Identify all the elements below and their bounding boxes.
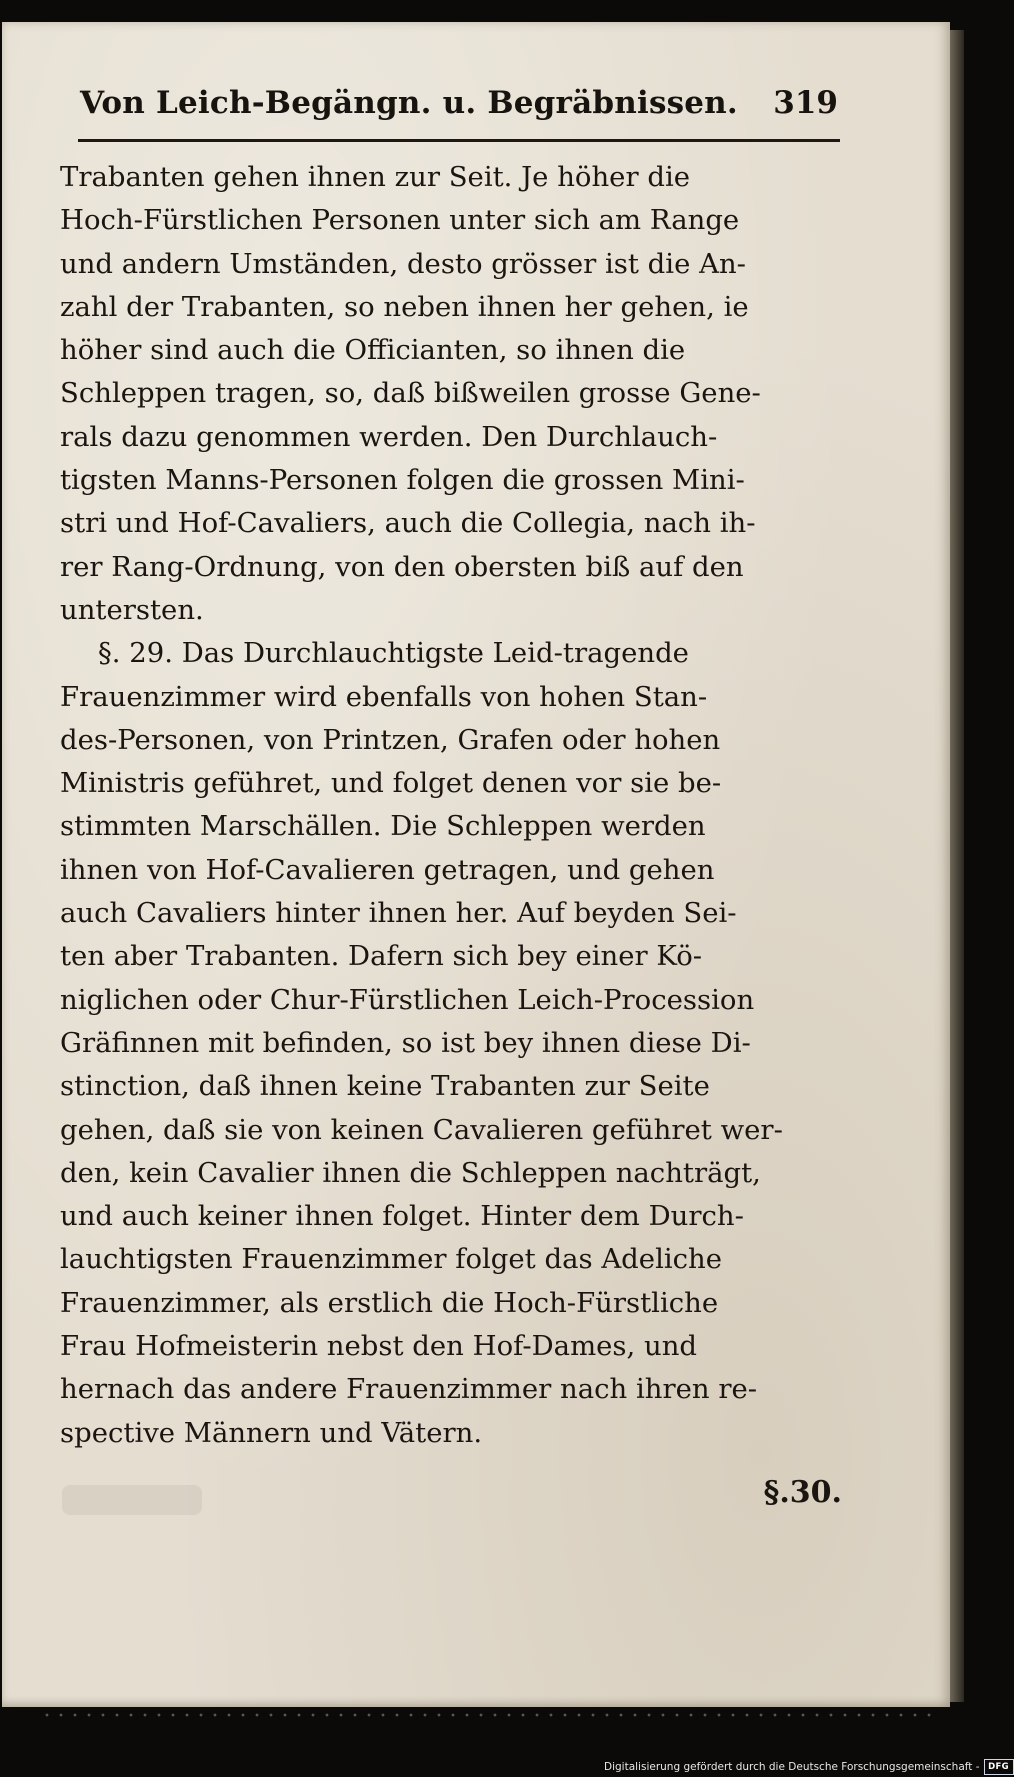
text-line: rals dazu genommen werden. Den Durchlauch- — [60, 420, 718, 453]
digitization-footer — [604, 1758, 1014, 1775]
text-line: den, kein Cavalier ihnen die Schleppen nachträgt, — [60, 1156, 761, 1189]
catchword: §.30. — [763, 1475, 842, 1510]
text-line: auch Cavaliers hinter ihnen her. Auf beyden Sei- — [60, 897, 737, 930]
dfg-logo — [984, 1759, 1014, 1775]
bleed-through-smudge — [62, 1485, 202, 1515]
text-line: tigsten Manns-Personen folgen die grossen Mini- — [60, 464, 745, 497]
text-line: und auch keiner ihnen folget. Hinter dem Durch- — [60, 1200, 744, 1233]
header-rule — [78, 139, 840, 142]
text-line: ten aber Trabanten. Dafern sich bey einer Kö- — [60, 940, 703, 973]
text-line: stri und Hof-Cavaliers, auch die Collegia, nach ih- — [60, 507, 756, 540]
text-line: stinction, daß ihnen keine Trabanten zur Seite — [60, 1070, 710, 1103]
page-edge — [950, 30, 964, 1702]
funding-credit: Digitalisierung gefördert durch die Deutsche Forschungsgemeinschaft - — [604, 1760, 980, 1773]
text-line: gehen, daß sie von keinen Cavalieren geführet wer- — [60, 1113, 783, 1146]
text-line: niglichen oder Chur-Fürstlichen Leich-Procession — [60, 983, 755, 1016]
text-line: Trabanten gehen ihnen zur Seit. Je höher die — [60, 161, 691, 193]
text-line: Frau Hofmeisterin nebst den Hof-Dames, und — [60, 1330, 698, 1363]
text-line: Gräfinnen mit befinden, so ist bey ihnen diese Di- — [60, 1026, 751, 1059]
text-line: und andern Umständen, desto grösser ist die An- — [60, 247, 746, 280]
text-line: stimmten Marschällen. Die Schleppen werden — [60, 810, 706, 843]
text-line: lauchtigsten Frauenzimmer folget das Adeliche — [60, 1243, 723, 1276]
text-line: Schleppen tragen, so, daß bißweilen grosse Gene- — [60, 377, 761, 410]
text-line: spective Männern und Vätern. — [60, 1416, 483, 1449]
body-text — [60, 156, 842, 1455]
text-line: untersten. — [60, 593, 204, 626]
text-line: höher sind auch die Officianten, so ihnen die — [60, 334, 686, 367]
page-bottom-edge — [40, 1712, 940, 1718]
text-line: Frauenzimmer wird ebenfalls von hohen Stan- — [60, 680, 708, 713]
text-line: ihnen von Hof-Cavalieren getragen, und gehen — [60, 853, 715, 886]
text-line: rer Rang-Ordnung, von den obersten biß auf den — [60, 550, 744, 583]
text-line: Frauenzimmer, als erstlich die Hoch-Fürstliche — [60, 1286, 719, 1319]
text-line: Ministris geführet, und folget denen vor sie be- — [60, 767, 722, 800]
page-number: 319 — [773, 85, 838, 121]
text-line: Hoch-Fürstlichen Personen unter sich am Range — [60, 204, 740, 237]
text-line: zahl der Trabanten, so neben ihnen her gehen, ie — [60, 290, 749, 323]
text-line: hernach das andere Frauenzimmer nach ihren re- — [60, 1373, 758, 1406]
dfg-logo-text: DFG — [988, 1761, 1009, 1772]
running-head: Von Leich-Begängn. u. Begräbnissen. — [80, 85, 738, 121]
page-header — [80, 85, 838, 135]
section-heading-line: §. 29. Das Durchlauchtigste Leid-tragende — [98, 637, 689, 670]
text-line: des-Personen, von Printzen, Grafen oder hohen — [60, 723, 721, 756]
